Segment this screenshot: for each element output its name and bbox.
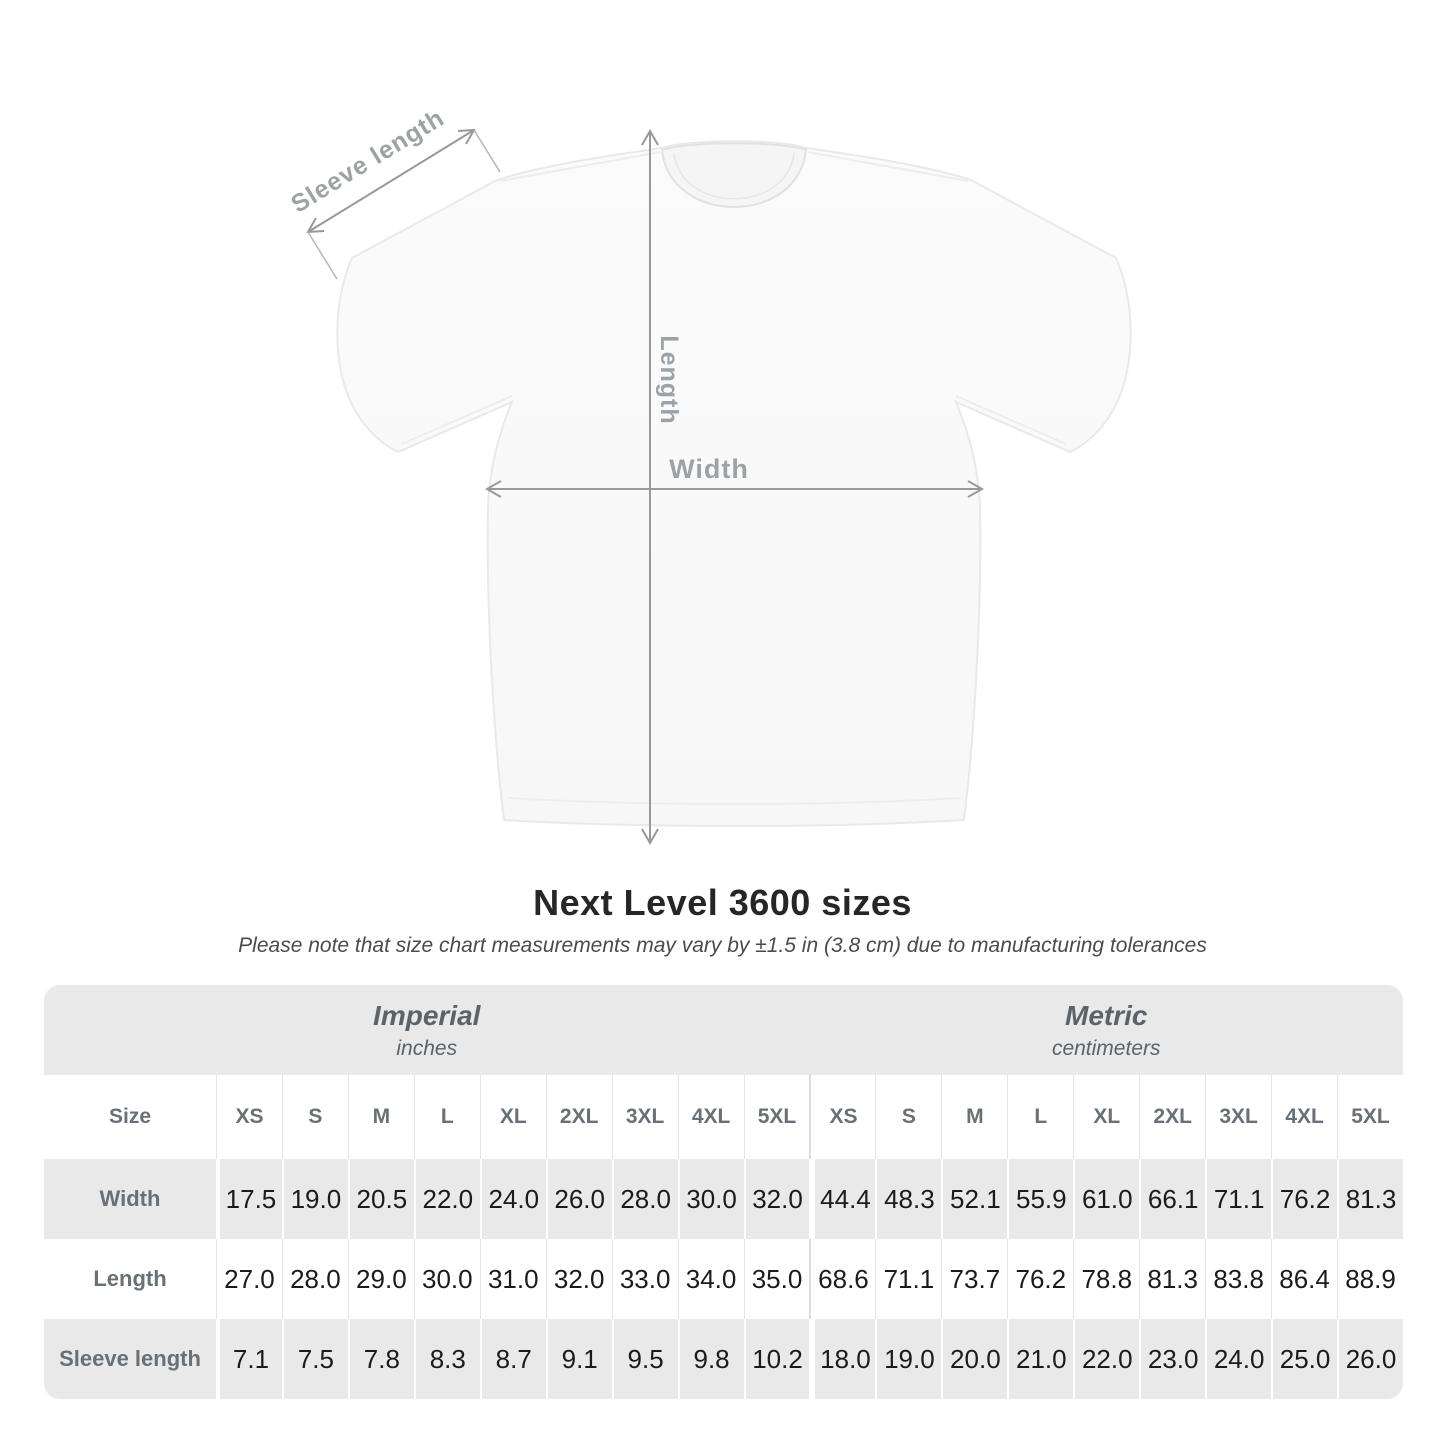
table-cell: 71.1 bbox=[875, 1239, 941, 1319]
table-cell: 7.5 bbox=[282, 1319, 348, 1399]
table-cell: 73.7 bbox=[941, 1239, 1007, 1319]
size-col-header: S bbox=[282, 1075, 348, 1159]
imperial-header bbox=[44, 985, 809, 1075]
table-cell: 44.4 bbox=[809, 1159, 875, 1239]
table-cell: 30.0 bbox=[414, 1239, 480, 1319]
table-cell: 68.6 bbox=[809, 1239, 875, 1319]
table-cell: 66.1 bbox=[1139, 1159, 1205, 1239]
table-cell: 25.0 bbox=[1271, 1319, 1337, 1399]
size-col-header: XS bbox=[216, 1075, 282, 1159]
table-cell: 19.0 bbox=[282, 1159, 348, 1239]
table-cell: 26.0 bbox=[1337, 1319, 1403, 1399]
table-cell: 21.0 bbox=[1007, 1319, 1073, 1399]
table-cell: 9.5 bbox=[612, 1319, 678, 1399]
table-cell: 76.2 bbox=[1271, 1159, 1337, 1239]
sleeve-length-label: Sleeve length bbox=[286, 103, 450, 219]
table-cell: 8.3 bbox=[414, 1319, 480, 1399]
table-cell: 24.0 bbox=[480, 1159, 546, 1239]
table-cell: 81.3 bbox=[1139, 1239, 1205, 1319]
table-cell: 31.0 bbox=[480, 1239, 546, 1319]
size-table bbox=[44, 985, 1403, 1399]
table-cell: 52.1 bbox=[941, 1159, 1007, 1239]
size-col-header: 3XL bbox=[612, 1075, 678, 1159]
table-cell: 17.5 bbox=[216, 1159, 282, 1239]
table-cell: 33.0 bbox=[612, 1239, 678, 1319]
size-col-header: XL bbox=[1073, 1075, 1139, 1159]
table-cell: 32.0 bbox=[744, 1159, 810, 1239]
table-cell: 81.3 bbox=[1337, 1159, 1403, 1239]
table-cell: 83.8 bbox=[1205, 1239, 1271, 1319]
size-col-header: 3XL bbox=[1205, 1075, 1271, 1159]
table-cell: 71.1 bbox=[1205, 1159, 1271, 1239]
size-col-header: 2XL bbox=[1139, 1075, 1205, 1159]
size-col-header: 4XL bbox=[1271, 1075, 1337, 1159]
table-cell: 19.0 bbox=[875, 1319, 941, 1399]
page-title: Next Level 3600 sizes bbox=[533, 882, 912, 923]
table-cell: 20.5 bbox=[348, 1159, 414, 1239]
row-label: Length bbox=[44, 1239, 216, 1319]
size-col-header: L bbox=[1007, 1075, 1073, 1159]
table-cell: 86.4 bbox=[1271, 1239, 1337, 1319]
row-label: Sleeve length bbox=[44, 1319, 216, 1399]
table-cell: 7.8 bbox=[348, 1319, 414, 1399]
metric-header-label: Metric bbox=[1065, 999, 1148, 1031]
table-cell: 88.9 bbox=[1337, 1239, 1403, 1319]
table-cell: 8.7 bbox=[480, 1319, 546, 1399]
table-cell: 78.8 bbox=[1073, 1239, 1139, 1319]
table-cell: 27.0 bbox=[216, 1239, 282, 1319]
table-cell: 9.8 bbox=[678, 1319, 744, 1399]
size-col-header: XL bbox=[480, 1075, 546, 1159]
size-col-header: L bbox=[414, 1075, 480, 1159]
tolerance-note: Please note that size chart measurements may vary by ±1.5 in (3.8 cm) due to manufacturing tolerances bbox=[238, 934, 1207, 957]
metric-header-unit: centimeters bbox=[1051, 1036, 1161, 1060]
metric-header bbox=[809, 985, 1403, 1075]
table-cell: 29.0 bbox=[348, 1239, 414, 1319]
table-cell: 26.0 bbox=[546, 1159, 612, 1239]
imperial-header-label: Imperial bbox=[373, 999, 481, 1031]
size-col-header: M bbox=[348, 1075, 414, 1159]
size-col-header: M bbox=[941, 1075, 1007, 1159]
size-col-header: XS bbox=[809, 1075, 875, 1159]
table-cell: 23.0 bbox=[1139, 1319, 1205, 1399]
table-cell: 28.0 bbox=[612, 1159, 678, 1239]
table-cell: 22.0 bbox=[414, 1159, 480, 1239]
table-cell: 76.2 bbox=[1007, 1239, 1073, 1319]
table-cell: 18.0 bbox=[809, 1319, 875, 1399]
size-col-header: 4XL bbox=[678, 1075, 744, 1159]
table-cell: 35.0 bbox=[744, 1239, 810, 1319]
table-cell: 61.0 bbox=[1073, 1159, 1139, 1239]
length-label: Length bbox=[655, 335, 683, 425]
imperial-header-unit: inches bbox=[396, 1036, 458, 1060]
table-cell: 30.0 bbox=[678, 1159, 744, 1239]
table-cell: 7.1 bbox=[216, 1319, 282, 1399]
table-cell: 55.9 bbox=[1007, 1159, 1073, 1239]
size-col-header: S bbox=[875, 1075, 941, 1159]
size-col-header: 5XL bbox=[1337, 1075, 1403, 1159]
table-cell: 32.0 bbox=[546, 1239, 612, 1319]
table-cell: 10.2 bbox=[744, 1319, 810, 1399]
table-cell: 48.3 bbox=[875, 1159, 941, 1239]
table-cell: 34.0 bbox=[678, 1239, 744, 1319]
row-label: Width bbox=[44, 1159, 216, 1239]
table-cell: 20.0 bbox=[941, 1319, 1007, 1399]
width-label: Width bbox=[669, 454, 749, 484]
table-cell: 24.0 bbox=[1205, 1319, 1271, 1399]
size-col-header: 5XL bbox=[744, 1075, 810, 1159]
size-corner-header: Size bbox=[44, 1075, 216, 1159]
size-col-header: 2XL bbox=[546, 1075, 612, 1159]
table-cell: 9.1 bbox=[546, 1319, 612, 1399]
table-cell: 28.0 bbox=[282, 1239, 348, 1319]
table-cell: 22.0 bbox=[1073, 1319, 1139, 1399]
